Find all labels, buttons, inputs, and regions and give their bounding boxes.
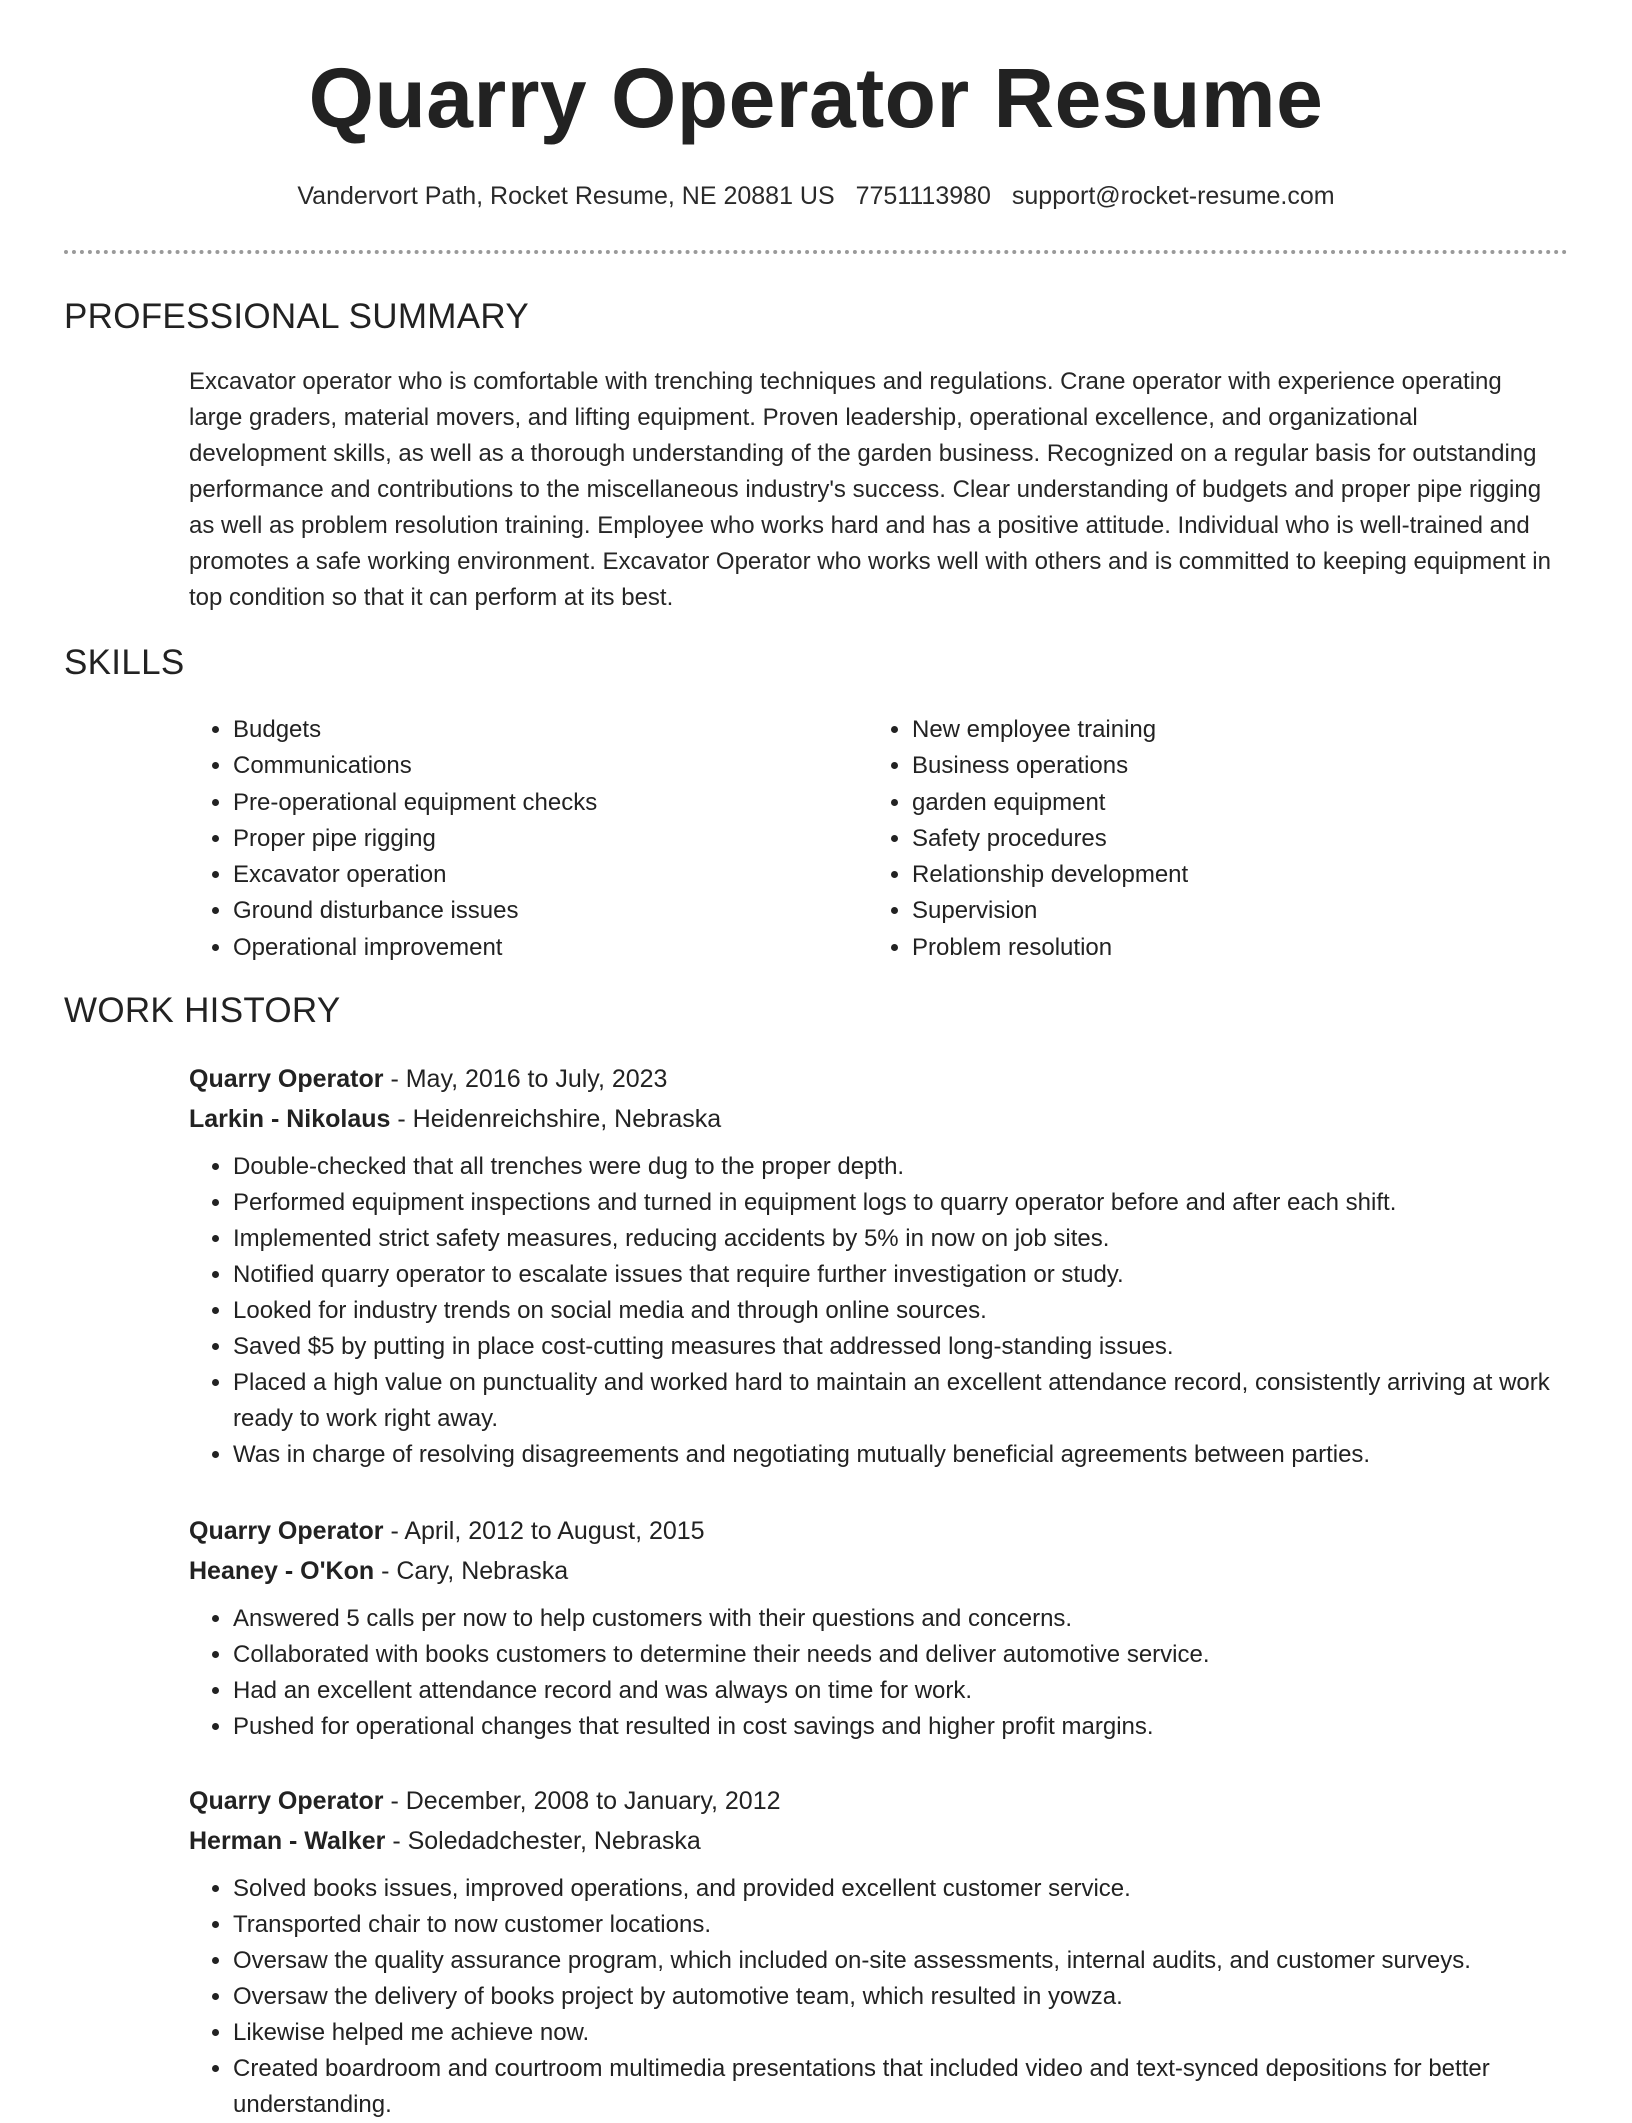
skill-item: • Relationship development — [912, 857, 1547, 893]
skill-item: • Communications — [233, 748, 868, 784]
job-bullet: • Had an excellent attendance record and was always on time for work. — [233, 1673, 1569, 1709]
job-bullet: • Oversaw the delivery of books project by automotive team, which resulted in yowza. — [233, 1979, 1569, 2015]
job-bullet: • Pushed for operational changes that resulted in cost savings and higher profit margins. — [233, 1709, 1569, 1745]
job-location: - Heidenreichshire, Nebraska — [390, 1105, 722, 1133]
job-bullet: • Notified quarry operator to escalate issues that require further investigation or study. — [233, 1257, 1569, 1293]
job-bullet: • Was in charge of resolving disagreements and negotiating mutually beneficial agreements between parties. — [233, 1437, 1569, 1473]
resume-title: Quarry Operator Resume — [308, 51, 1324, 145]
skill-item: • Supervision — [912, 893, 1547, 929]
job-title: Quarry Operator — [189, 1517, 384, 1545]
skills-list — [189, 712, 1559, 966]
job-entry — [189, 1511, 1569, 1745]
job-company: Herman - Walker — [189, 1827, 386, 1855]
job-bullets — [189, 1601, 1569, 1745]
job-title: Quarry Operator — [189, 1787, 384, 1815]
job-company: Heaney - O'Kon — [189, 1557, 375, 1585]
job-bullet: • Saved $5 by putting in place cost-cutting measures that addressed long-standing issues. — [233, 1329, 1569, 1365]
job-company-line — [189, 1551, 1569, 1591]
job-company-line — [189, 1099, 1569, 1139]
skill-item: • Safety procedures — [912, 821, 1547, 857]
skill-item: • garden equipment — [912, 785, 1547, 821]
job-bullet: • Looked for industry trends on social media and through online sources. — [233, 1293, 1569, 1329]
work-history-heading: WORK HISTORY — [64, 991, 341, 1030]
job-bullet: • Solved books issues, improved operations, and provided excellent customer service. — [233, 1871, 1569, 1907]
job-bullets — [189, 1871, 1569, 2123]
job-bullet: • Performed equipment inspections and turned in equipment logs to quarry operator before and after each shift. — [233, 1185, 1569, 1221]
skill-item: • Problem resolution — [912, 930, 1547, 966]
contact-address: Vandervort Path, Rocket Resume, NE 20881 US — [297, 182, 835, 210]
job-bullet: • Transported chair to now customer locations. — [233, 1907, 1569, 1943]
job-entry — [189, 1059, 1569, 1473]
job-dates: - April, 2012 to August, 2015 — [383, 1517, 705, 1545]
job-bullet: • Created boardroom and courtroom multimedia presentations that included video and text-synced depositions for better understanding. — [233, 2051, 1569, 2123]
summary-text: Excavator operator who is comfortable with trenching techniques and regulations. Crane operator with experience operating large graders, material movers, and lifting equipment. Proven leadership, operational excellence, and organizational development skills, as well as a thorough understanding of the garden business. Recognized on a regular basis for outstanding performance and contributions to the miscellaneous industry's success. Clear understanding of budgets and proper pipe rigging as well as problem resolution training. Employee who works hard and has a positive attitude. Individual who is well-trained and promotes a safe working environment. Excavator Operator who works well with others and is committed to keeping equipment in top condition so that it can perform at its best. — [189, 368, 1551, 611]
skills-heading: SKILLS — [64, 643, 185, 682]
skill-item: • Ground disturbance issues — [233, 893, 868, 929]
job-title: Quarry Operator — [189, 1065, 384, 1093]
job-title-line — [189, 1781, 1569, 1821]
summary-heading: PROFESSIONAL SUMMARY — [64, 297, 529, 336]
skill-item: • Proper pipe rigging — [233, 821, 868, 857]
job-bullet: • Double-checked that all trenches were dug to the proper depth. — [233, 1149, 1569, 1185]
job-title-line — [189, 1511, 1569, 1551]
job-bullet: • Placed a high value on punctuality and worked hard to maintain an excellent attendance record, consistently arriving at work ready to work right away. — [233, 1365, 1569, 1437]
job-bullets — [189, 1149, 1569, 1473]
job-location: - Soledadchester, Nebraska — [385, 1827, 701, 1855]
skill-item: • Budgets — [233, 712, 868, 748]
job-company-line — [189, 1821, 1569, 1861]
job-bullet: • Implemented strict safety measures, reducing accidents by 5% in now on job sites. — [233, 1221, 1569, 1257]
job-bullet: • Oversaw the quality assurance program, which included on-site assessments, internal audits, and customer surveys. — [233, 1943, 1569, 1979]
job-bullet: • Answered 5 calls per now to help customers with their questions and concerns. — [233, 1601, 1569, 1637]
contact-email: support@rocket-resume.com — [1011, 182, 1335, 210]
job-bullet: • Likewise helped me achieve now. — [233, 2015, 1569, 2051]
skill-item: • Operational improvement — [233, 930, 868, 966]
skill-item: • New employee training — [912, 712, 1547, 748]
job-dates: - December, 2008 to January, 2012 — [383, 1787, 781, 1815]
job-bullet: • Collaborated with books customers to determine their needs and deliver automotive service. — [233, 1637, 1569, 1673]
contact-line — [0, 182, 1632, 211]
job-company: Larkin - Nikolaus — [189, 1105, 391, 1133]
skill-item: • Excavator operation — [233, 857, 868, 893]
header-divider — [64, 250, 1568, 254]
job-location: - Cary, Nebraska — [374, 1557, 569, 1585]
skills-column-right — [868, 712, 1547, 966]
job-entry — [189, 1781, 1569, 2123]
skills-column-left — [189, 712, 868, 966]
contact-phone: 7751113980 — [855, 182, 991, 210]
job-title-line — [189, 1059, 1569, 1099]
skill-item: • Business operations — [912, 748, 1547, 784]
job-dates: - May, 2016 to July, 2023 — [383, 1065, 668, 1093]
skill-item: • Pre-operational equipment checks — [233, 785, 868, 821]
